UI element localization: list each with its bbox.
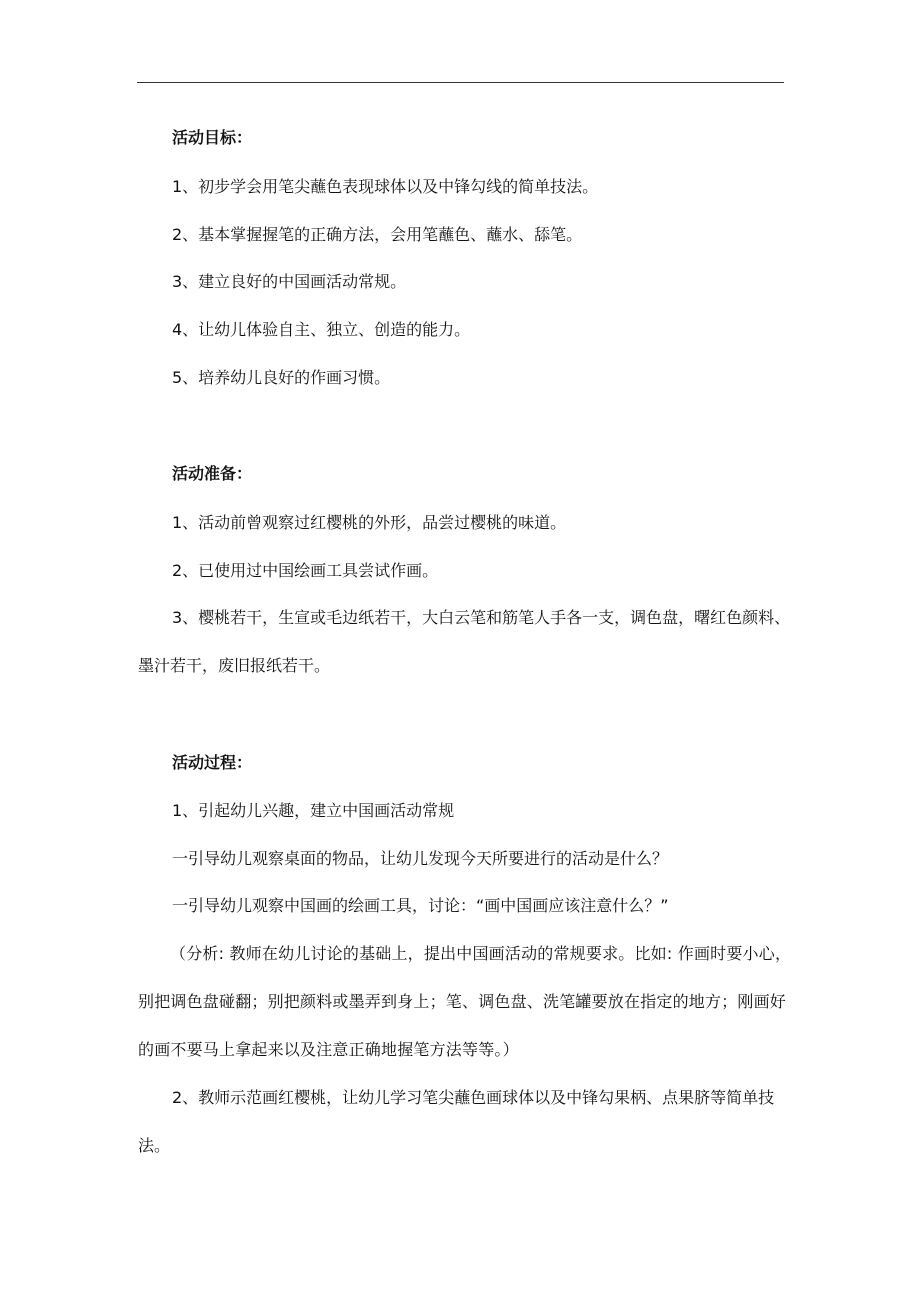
process-guide-1: 一引导幼儿观察桌面的物品，让幼儿发现今天所要进行的活动是什么？	[172, 849, 669, 868]
header-divider	[137, 82, 784, 83]
preparation-item-3-continued: 墨汁若干，废旧报纸若干。	[138, 656, 331, 675]
process-step-2-continued: 法。	[138, 1136, 171, 1155]
process-step-1: 1、引起幼儿兴趣，建立中国画活动常规	[172, 801, 455, 820]
process-guide-2: 一引导幼儿观察中国画的绘画工具，讨论：“画中国画应该注意什么？”	[172, 896, 669, 915]
goals-heading: 活动目标：	[172, 128, 253, 147]
process-heading: 活动过程：	[172, 753, 253, 772]
goal-item-1: 1、初步学会用笔尖蘸色表现球体以及中锋勾线的简单技法。	[172, 177, 599, 196]
process-analysis-line-2: 别把调色盘碰翻；别把颜料或墨弄到身上；笔、调色盘、洗笔罐要放在指定的地方；刚画好	[138, 992, 787, 1011]
goal-item-2: 2、基本掌握握笔的正确方法，会用笔蘸色、蘸水、舔笔。	[172, 225, 583, 244]
goal-item-3: 3、建立良好的中国画活动常规。	[172, 272, 407, 291]
preparation-heading: 活动准备：	[172, 464, 253, 483]
process-analysis-line-1: （分析: 教师在幼儿讨论的基础上，提出中国画活动的常规要求。比如: 作画时要小心，	[170, 944, 792, 963]
goal-item-5: 5、培养幼儿良好的作画习惯。	[172, 368, 391, 387]
process-analysis-line-3: 的画不要马上拿起来以及注意正确地握笔方法等等。）	[138, 1040, 519, 1059]
preparation-item-1: 1、活动前曾观察过红樱桃的外形，品尝过樱桃的味道。	[172, 513, 567, 532]
preparation-item-2: 2、已使用过中国绘画工具尝试作画。	[172, 561, 439, 580]
preparation-item-3: 3、樱桃若干，生宣或毛边纸若干，大白云笔和筋笔人手各一支，调色盘，曙红色颜料、	[172, 608, 791, 627]
goal-item-4: 4、让幼儿体验自主、独立、创造的能力。	[172, 320, 471, 339]
process-step-2: 2、教师示范画红樱桃，让幼儿学习笔尖蘸色画球体以及中锋勾果柄、点果脐等简单技	[172, 1088, 775, 1107]
